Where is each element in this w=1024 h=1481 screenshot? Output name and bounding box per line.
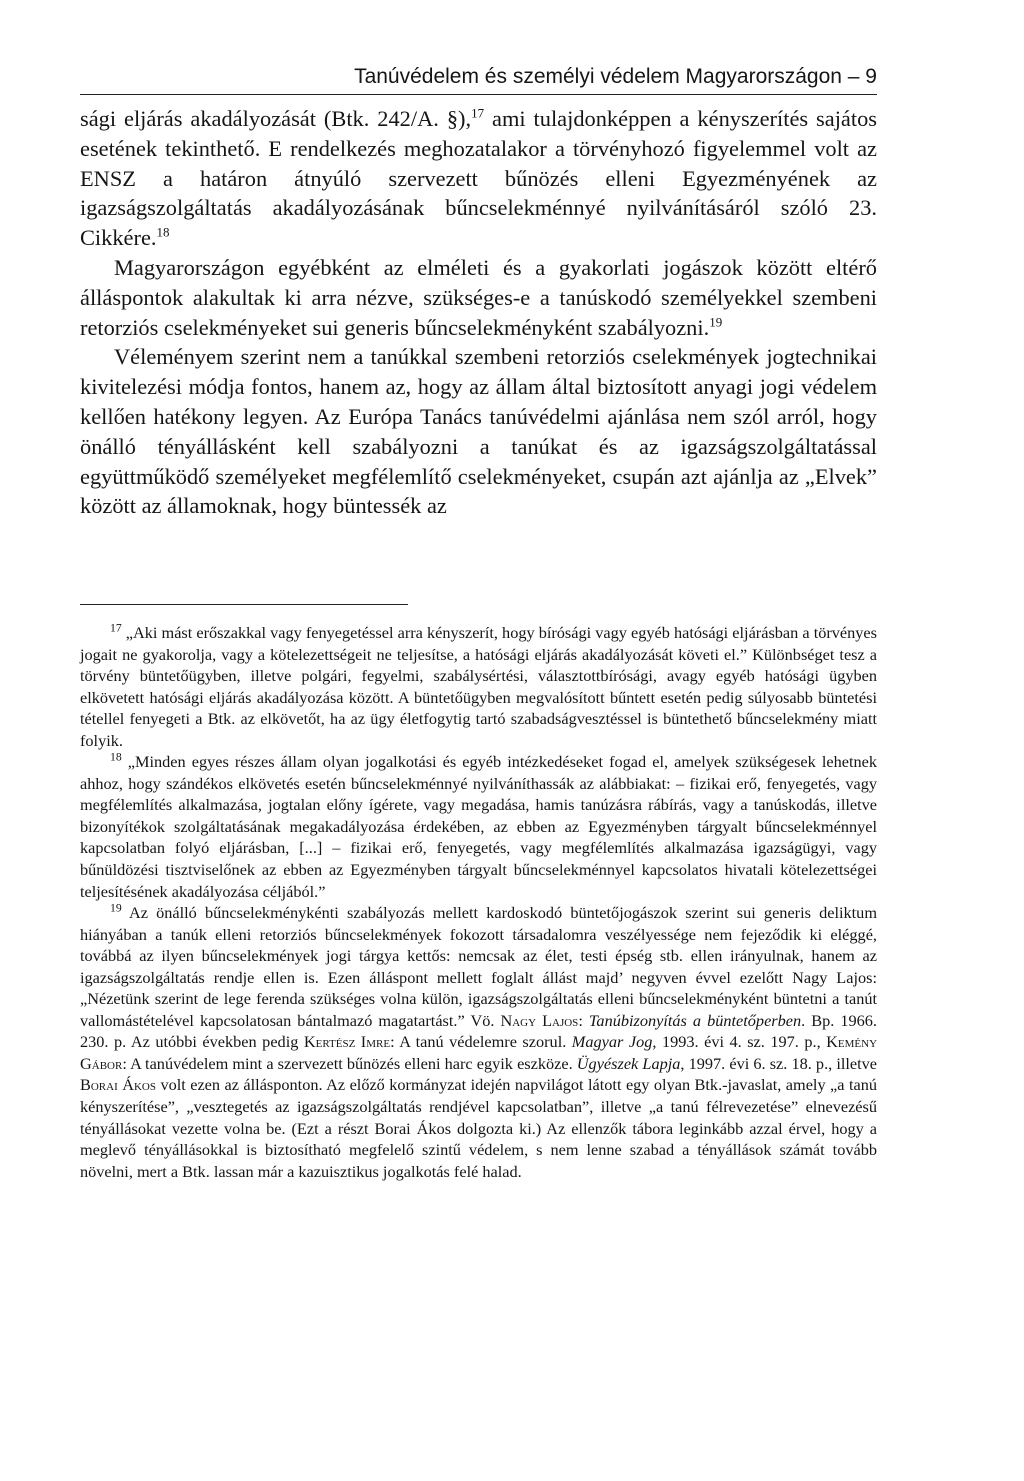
footnote-text: , 1993. évi 4. sz. 197. p., [652,1032,827,1052]
paragraph-2-text: Magyarországon egyébként az elméleti és a gyakorlati jogászok között eltérő álláspontok alakultak ki arra nézve, szükséges-e a tanúskodó személyekkel szembeni retorziós cselekményeket sui generis bűncselekményként szabályozni. [80,254,877,340]
footnote-text: volt ezen az állásponton. Az előző kormányzat idején napvilágot látott egy olyan Btk.-javaslat, amely „a tanú kényszerítése”, „vesztegetés az igazságszolgáltatás rendjével kapcsolatban”, illetve „a tanú félrevezetése” elnevezésű tényállásokat vezette volna be. (Ezt a részt Borai Ákos dolgozta ki.) Az ellenzők tábora leginkább azzal érvel, hogy a meglevő tényállásokkal is biztosítható megfelelő szintű védelem, s nem lenne szabad a tényállások számát tovább növelni, mert a Btk. lassan már a kazuisztikus jogalkotás felé halad. [80,1075,877,1181]
footnotes [80,622,877,1182]
footnote-text: Az önálló bűncselekménykénti szabályozás mellett kardoskodó büntetőjogászok szerint sui generis deliktum hiányában a tanúk elleni retorziós bűncselekmények fokozott társadalomra veszélyessége nem fejeződik ki eléggé, továbbá az ilyen bűncselekmények jogi tárgya kettős: nemcsak az élet, testi épség stb. ellen irányulnak, hanem az igazságszolgáltatás rendje ellen is. Ezen álláspont mellett foglalt állást majd’ negyven évvel ezelőtt Nagy Lajos: „Nézetünk szerint de lege ferenda szükséges volna külön, igazságszolgáltatás elleni bűncselekményként büntetni a tanút vallomástételével kapcsolatosan bántalmazó magatartást.” Vö. [80,903,877,1030]
work-title: Magyar Jog [571,1032,653,1052]
footnote-17 [80,622,877,751]
work-title: Ügyészek Lapja [576,1053,681,1073]
footnote-number: 18 [110,750,122,764]
work-title: Tanúbizonyítás a büntetőperben [588,1010,802,1030]
footnote-text: . Bp. 1966. 230. p. Az utóbbi években pedig [80,1010,877,1052]
footnote-text: , 1997. évi 6. sz. 18. p., illetve [680,1053,878,1073]
footnote-number: 17 [110,621,122,635]
footnote-separator [80,604,408,605]
footnote-text: „Aki mást erőszakkal vagy fenyegetéssel arra kényszerít, hogy bírósági vagy egyéb hatósági eljárásban a törvényes jogait ne gyakorolja, vagy a kötelezettségeit ne teljesítse, a hatósági eljárás akadályozását követi el.” Különbséget tesz a törvény büntetőügyben, illetve polgári, fegyelmi, szabálysértési, választottbírósági, avagy egyéb hatósági ügyben elkövetett hatósági eljárás akadályozása között. A büntetőügyben megvalósított bűntett esetén pedig súlyosabb büntetési tétellel fenyegeti a Btk. az elkövetőt, ha az ügy életfogytig tartó szabadságvesztéssel is büntethető bűncselekmény miatt folyik. [80,623,877,750]
footnote-number: 19 [110,901,122,915]
paragraph-2 [80,253,877,342]
footnote-text: : [578,1010,589,1030]
footnote-ref-19[interactable]: 19 [709,314,723,330]
paragraph-1 [80,104,877,253]
author-name: Kemény Gábor [80,1032,878,1073]
footnote-ref-17[interactable]: 17 [471,105,485,121]
author-name: Nagy Lajos [500,1010,579,1030]
footnote-text: : A tanú védelemre szorul. [390,1032,572,1052]
paragraph-1-rest: ami tulajdonképpen a kényszerítés sajátos esetének tekinthető. E rendelkezés meghozatalakor a törvényhozó figyelemmel volt az ENSZ a határon átnyúló szervezett bűnözés elleni Egyezményének az igazságszolgáltatás akadályozásának bűncselekménnyé nyilvánításáról szóló 23. Cikkére. [80,106,877,251]
footnote-ref-18[interactable]: 18 [156,224,170,240]
paragraph-3: Véleményem szerint nem a tanúkkal szembeni retorziós cselekmények jogtechnikai kivitelezési módja fontos, hanem az, hogy az állam által biztosított anyagi jogi védelem kellően hatékony legyen. Az Európa Tanács tanúvédelmi ajánlása nem szól arról, hogy önálló tényállásként kell szabályozni a tanúkat és az igazságszolgáltatással együttműködő személyeket megfélemlítő cselekményeket, csupán azt ajánlja az „Elvek” között az államoknak, hogy büntessék az [80,344,877,519]
footnote-19 [80,902,877,1182]
author-name: Kertész Imre [303,1032,391,1052]
footnote-text: „Minden egyes részes állam olyan jogalkotási és egyéb intézkedéseket fogad el, amelyek szükségesek lehetnek ahhoz, hogy szándékos elkövetés esetén bűncselekménnyé nyilváníthassák az alábbiakat: – fizikai erő, fenyegetés, vagy megfélemlítés alkalmazása, jogtalan előny ígérete, vagy megadása, hamis tanúzásra rábírás, vagy a tanúskodás, illetve bizonyítékok szolgáltatásának megakadályozása érdekében, az ebben az Egyezményben tárgyalt bűncselekménnyel kapcsolatban folyó eljárásban, [...] – fizikai erő, fenyegetés, vagy megfélemlítés alkalmazása igazságügyi, vagy bűnüldözési tisztviselőnek az ebben az Egyezményben tárgyalt bűncselekménnyel kapcsolatos hivatali kötelezettségei teljesítésének akadályozása céljából.” [80,752,877,901]
footnote-text: : A tanúvédelem mint a szervezett bűnözés elleni harc egyik eszköze. [122,1053,577,1073]
running-head: Tanúvédelem és személyi védelem Magyarországon – 9 [80,60,877,95]
author-name: Borai Ákos [80,1075,156,1095]
footnote-18 [80,751,877,902]
main-text [80,104,877,521]
paragraph-1-start: sági eljárás akadályozását (Btk. 242/A. §), [80,106,472,131]
